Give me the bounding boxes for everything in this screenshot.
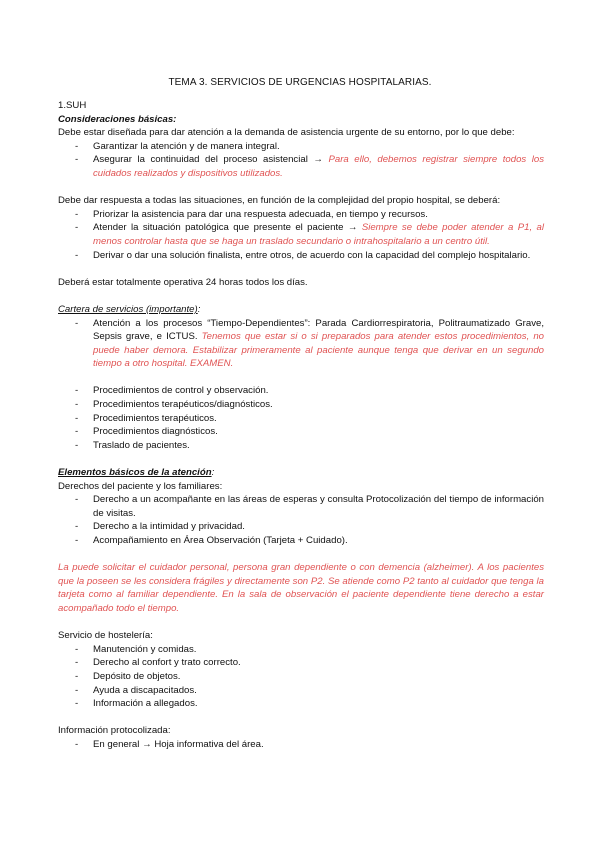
intro-paragraph-2: Debe dar respuesta a todas las situaciones, en función de la complejidad del propio hospital, se deberá: [58,195,501,207]
list-item: - Manutención y comidas. [75,643,197,655]
list-item: - En general → Hoja informativa del área. [75,738,264,750]
list-item: - Derecho a un acompañante en las áreas de esperas y consulta Protocolización del tiempo de información de visitas. [75,494,544,519]
list-item: - Ayuda a discapacitados. [75,684,197,696]
document-body [58,99,544,752]
dash-bullet: - [75,738,79,750]
dash-bullet: - [75,494,79,506]
operativa-paragraph: Deberá estar totalmente operativa 24 horas todos los días. [58,276,308,288]
derechos-heading: Derechos del paciente y los familiares: [58,480,223,492]
dash-bullet: - [75,670,79,682]
elementos-heading-line: Elementos básicos de la atención: [58,467,215,479]
document-title: TEMA 3. SERVICIOS DE URGENCIAS HOSPITALARIAS. [168,77,432,88]
dash-bullet: - [75,657,79,669]
elementos-heading: Elementos básicos de la atención [58,467,212,479]
list-item: - Procedimientos diagnósticos. [75,426,218,438]
dash-bullet: - [75,535,79,546]
list-item: - Acompañamiento en Área Observación (Tarjeta + Cuidado). [75,535,348,546]
informacion-list [58,738,544,752]
list-item: - Traslado de pacientes. [75,439,190,451]
list-item: - Procedimientos terapéuticos. [75,412,217,424]
informacion-heading: Información protocolizada: [58,725,171,737]
cuidador-note: La puede solicitar el cuidador personal, persona gran dependiente o con demencia (alzheimer). A los pacientes que la poseen se les considera frágiles y directamente son P2. Se atiende como P2 tanto al cuidador que tenga la tarjeta como al familiar dependiente. En la sala de observación el paciente dependiente tiene derecho a estar acompañado todo el tiempo. [58,562,544,614]
derechos-list [58,493,544,547]
list-item: - Procedimientos terapéuticos/diagnósticos. [75,399,273,411]
dash-bullet: - [75,399,79,411]
list-item: - Atender la situación patológica que presente el paciente → Siempre se debe poder atender a P1, al menos controlar hasta que se haga un traslado secundario o intrahospitalario a un centro útil. [75,222,544,247]
dash-bullet: - [75,698,79,710]
list-item: - Atención a los procesos “Tiempo-Dependientes”: Parada Cardiorrespiratoria, Politraumatizado Grave, Sepsis grave, e ICTUS. Tenemos que estar si o si preparados para atender estos procedimientos, no puede haber demora. Estabilizar primeramente al paciente aunque tenga que derivar en un segundo tiempo a otro hospital. EXAMEN. [75,317,545,370]
dash-bullet: - [75,426,79,438]
cartera-heading: Cartera de servicios (importante) [58,303,198,315]
consideraciones-heading: Consideraciones básicas: [58,113,177,125]
list-item: - Derecho al confort y trato correcto. [75,657,241,669]
list-item: - Procedimientos de control y observación. [75,385,269,397]
dash-bullet: - [75,249,79,261]
dash-bullet: - [75,317,79,329]
annotation-note: Para ello, debemos registrar siempre todos los cuidados realizados y dispositivos utilizados. [93,154,544,179]
annotation-note: Tenemos que estar si o si preparados para atender estos procedimientos, no puede haber demora. Estabilizar primeramente al paciente aunque tenga que derivar en un segundo tiempo a otro hospital. EXAMEN. [93,331,545,370]
list-item: - Información a allegados. [75,698,198,710]
dash-bullet: - [75,412,79,424]
dash-bullet: - [75,222,79,234]
list-item: - Priorizar la asistencia para dar una respuesta adecuada, en tiempo y recursos. [75,208,428,220]
dash-bullet: - [75,385,79,397]
dash-bullet: - [75,684,79,696]
annotation-note: Siempre se debe poder atender a P1, al menos controlar hasta que se haga un traslado secundario o intrahospitalario a un centro útil. [93,222,544,247]
list-item: - Derivar o dar una solución finalista, entre otros, de acuerdo con la capacidad del complejo hospitalario. [75,249,531,261]
hosteleria-list [58,643,544,711]
list-item: - Asegurar la continuidad del proceso asistencial → Para ello, debemos registrar siempre todos los cuidados realizados y dispositivos utilizados. [75,154,544,179]
dash-bullet: - [75,154,79,166]
consideraciones-list [58,140,544,181]
dash-bullet: - [75,208,79,220]
suh-heading: 1.SUH [58,100,87,111]
dash-bullet: - [75,521,79,533]
list-item: - Garantizar la atención y de manera integral. [75,140,280,152]
dash-bullet: - [75,439,79,451]
dash-bullet: - [75,140,79,152]
cartera-heading-line: Cartera de servicios (importante): [58,303,201,315]
cartera-procedures-list [58,384,544,452]
hosteleria-heading: Servicio de hostelería: [58,630,153,642]
cartera-main-list [58,317,544,371]
list-item: - Derecho a la intimidad y privacidad. [75,521,245,533]
intro-paragraph-1: Debe estar diseñada para dar atención a la demanda de asistencia urgente de su entorno, por lo que debe: [58,127,515,139]
respuesta-list [58,208,544,262]
dash-bullet: - [75,643,79,655]
list-item: - Depósito de objetos. [75,670,181,682]
